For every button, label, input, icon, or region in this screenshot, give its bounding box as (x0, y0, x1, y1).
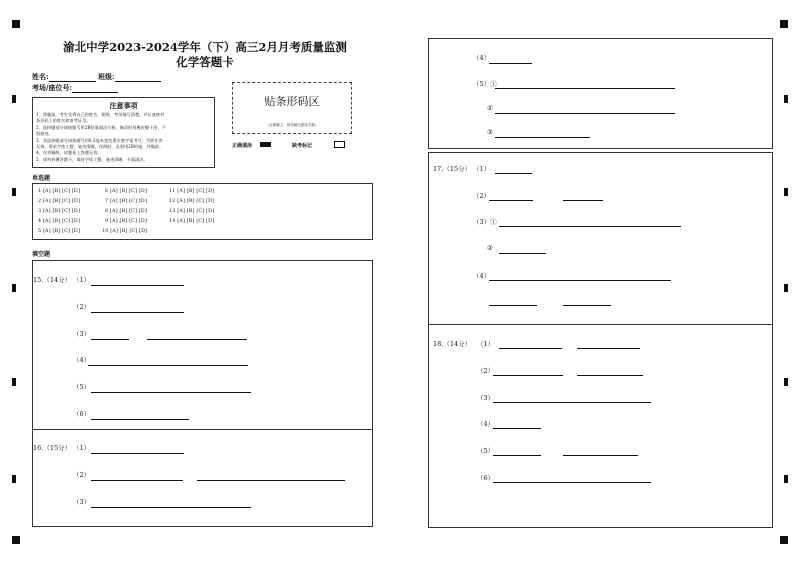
q16-part: （1） (73, 444, 91, 452)
answer-blank[interactable] (493, 428, 541, 429)
name-row (32, 72, 161, 82)
choice-row[interactable]: 5 [A] [B] [C] [D] (38, 229, 81, 234)
answer-blank[interactable] (489, 305, 537, 306)
q18-part: （5） (477, 447, 495, 455)
class-label: 班级: (98, 72, 115, 81)
choice-row[interactable]: 4 [A] [B] [C] [D] (38, 219, 81, 224)
choice-row[interactable]: 1 [A] [B] [C] [D] (38, 189, 81, 194)
timing-mark (12, 475, 16, 483)
seat-row (32, 83, 118, 93)
choice-row[interactable]: 11 [A] [B] [C] [D] (169, 189, 215, 194)
choice-row[interactable]: 3 [A] [B] [C] [D] (38, 209, 81, 214)
choice-row[interactable]: 14 [A] [B] [C] [D] (169, 219, 215, 224)
note-line: 留痕迹。 (36, 131, 53, 137)
answer-blank[interactable] (91, 507, 251, 508)
answer-blank[interactable] (489, 63, 532, 64)
class-field[interactable] (115, 73, 161, 82)
answer-blank[interactable] (91, 480, 183, 481)
answer-blank[interactable] (147, 339, 247, 340)
answer-blank[interactable] (493, 455, 541, 456)
fill-blank-box (32, 260, 373, 527)
q16-continued-box (428, 38, 773, 149)
answer-blank[interactable] (499, 226, 681, 227)
answer-blank[interactable] (197, 480, 345, 481)
answer-blank[interactable] (489, 280, 671, 281)
answer-blank[interactable] (499, 348, 562, 349)
q16-part: （5）① (473, 80, 497, 88)
q17-part: ② (487, 244, 493, 252)
answer-blank[interactable] (495, 137, 590, 138)
q16-part: （2） (73, 471, 91, 479)
q18-part: （1） (477, 340, 495, 348)
note-line: 2、选择题部分请按题号用2B铅笔填涂方框，修改时用橡皮擦干净，不 (36, 124, 166, 130)
answer-blank[interactable] (563, 305, 611, 306)
registration-mark-top-right (780, 20, 788, 28)
timing-mark (784, 475, 788, 483)
q17-part: （3）① (473, 218, 497, 226)
answer-blank[interactable] (91, 392, 251, 393)
q16-part: （4） (473, 54, 491, 62)
missing-exam-label: 缺考标记 (292, 143, 313, 149)
answer-blank[interactable] (91, 285, 184, 286)
q16-part: （3） (73, 498, 91, 506)
q15-head: 15.（14分） (33, 276, 72, 284)
q17-head: 17.（15分） (433, 165, 472, 173)
q15-part: （2） (73, 303, 91, 311)
answer-blank[interactable] (563, 455, 638, 456)
answer-blank[interactable] (577, 375, 643, 376)
barcode-title: 贴条形码区 (264, 95, 320, 108)
single-choice-box (32, 183, 373, 240)
q17-part: （1） (473, 165, 491, 173)
q18-head: 18.（14分） (433, 340, 472, 348)
choice-row[interactable]: 6 [A] [B] [C] [D] (105, 189, 148, 194)
answer-blank[interactable] (499, 253, 546, 254)
timing-mark (12, 188, 16, 196)
answer-blank[interactable] (495, 113, 675, 114)
registration-mark-bottom-right (780, 536, 788, 544)
timing-mark (784, 95, 788, 103)
correct-fill-sample (260, 142, 271, 147)
fill-blank-label: 填空题 (32, 251, 51, 258)
choice-row[interactable]: 7 [A] [B] [C] [D] (105, 199, 148, 204)
missing-exam-checkbox[interactable] (334, 141, 345, 148)
choice-row[interactable]: 10 [A] [B] [C] [D] (102, 229, 148, 234)
answer-blank[interactable] (489, 200, 533, 201)
answer-blank[interactable] (563, 200, 603, 201)
correct-fill-label: 正确填涂 (232, 143, 253, 149)
note-line: 4、在草稿纸、试题卷上答题无效。 (36, 150, 102, 156)
q18-part: （6） (477, 474, 495, 482)
notes-box (32, 97, 215, 168)
q17-part: （2） (473, 192, 491, 200)
answer-blank[interactable] (495, 173, 532, 174)
seat-field[interactable] (72, 84, 118, 93)
choice-row[interactable]: 9 [A] [B] [C] [D] (105, 219, 148, 224)
single-choice-label: 单选题 (32, 175, 51, 182)
answer-blank[interactable] (91, 312, 184, 313)
section-divider (429, 324, 772, 325)
registration-mark-top-left (12, 20, 20, 28)
answer-blank[interactable] (493, 375, 563, 376)
choice-row[interactable]: 2 [A] [B] [C] [D] (38, 199, 81, 204)
choice-row[interactable]: 13 [A] [B] [C] [D] (169, 209, 215, 214)
answer-blank[interactable] (577, 348, 640, 349)
q15-part: （5） (73, 383, 91, 391)
page-title: 渝北中学2023-2024学年（下）高三2月月考质量监测 (63, 40, 347, 54)
timing-mark (12, 95, 16, 103)
q16-part: ② (487, 104, 493, 112)
answer-blank[interactable] (495, 88, 675, 89)
answer-blank[interactable] (88, 365, 248, 366)
note-line: 3、非选择题部分请按题号用0.5毫米黑色墨水签字笔书写，否则作答 (36, 137, 163, 143)
timing-mark (784, 188, 788, 196)
q16-head: 16.（15分） (33, 444, 72, 452)
notes-title: 注意事项 (109, 101, 138, 110)
page-subtitle: 化学答题卡 (176, 55, 234, 69)
q15-part: （3） (73, 330, 91, 338)
note-line: 无效。要求字体工整、笔迹清晰。作图时，必须用2B铅笔，并描浓。 (36, 144, 164, 150)
timing-mark (784, 378, 788, 386)
note-line: 5、请勿折叠答题卡，保持字体工整、笔迹清晰、卡面清洁。 (36, 156, 148, 162)
fill-legend (230, 138, 354, 153)
timing-mark (12, 284, 16, 292)
q15-part: （4） (73, 356, 91, 364)
name-label: 姓名: (32, 72, 49, 81)
q17-q18-box (428, 152, 773, 528)
note-line: 1、答题前，考生先将自己的姓名、班级、考场填写清楚，并认真核对 (36, 112, 165, 117)
answer-blank[interactable] (493, 482, 651, 483)
notes-list (33, 111, 214, 164)
q15-part: （1） (73, 276, 91, 284)
choice-row[interactable]: 8 [A] [B] [C] [D] (105, 209, 148, 214)
q16-part: ③ (487, 128, 493, 136)
name-field[interactable] (49, 73, 96, 82)
note-line: 条形码上的姓名和准考证号。 (36, 118, 91, 124)
q18-part: （2） (477, 367, 495, 375)
q17-part: （4） (473, 272, 491, 280)
answer-blank[interactable] (91, 339, 129, 340)
answer-blank[interactable] (91, 419, 189, 420)
answer-blank[interactable] (493, 402, 651, 403)
section-divider (33, 429, 372, 430)
q15-part: （6） (73, 410, 91, 418)
choice-row[interactable]: 12 [A] [B] [C] [D] (169, 199, 215, 204)
q18-part: （4） (477, 420, 495, 428)
registration-mark-bottom-left (12, 536, 20, 544)
seat-label: 考场/座位号: (32, 83, 73, 92)
barcode-note: （正面朝上，切勿贴出虚线方框） (265, 123, 319, 127)
barcode-area (232, 82, 352, 134)
q18-part: （3） (477, 394, 495, 402)
answer-blank[interactable] (91, 453, 184, 454)
timing-mark (784, 284, 788, 292)
timing-mark (12, 378, 16, 386)
